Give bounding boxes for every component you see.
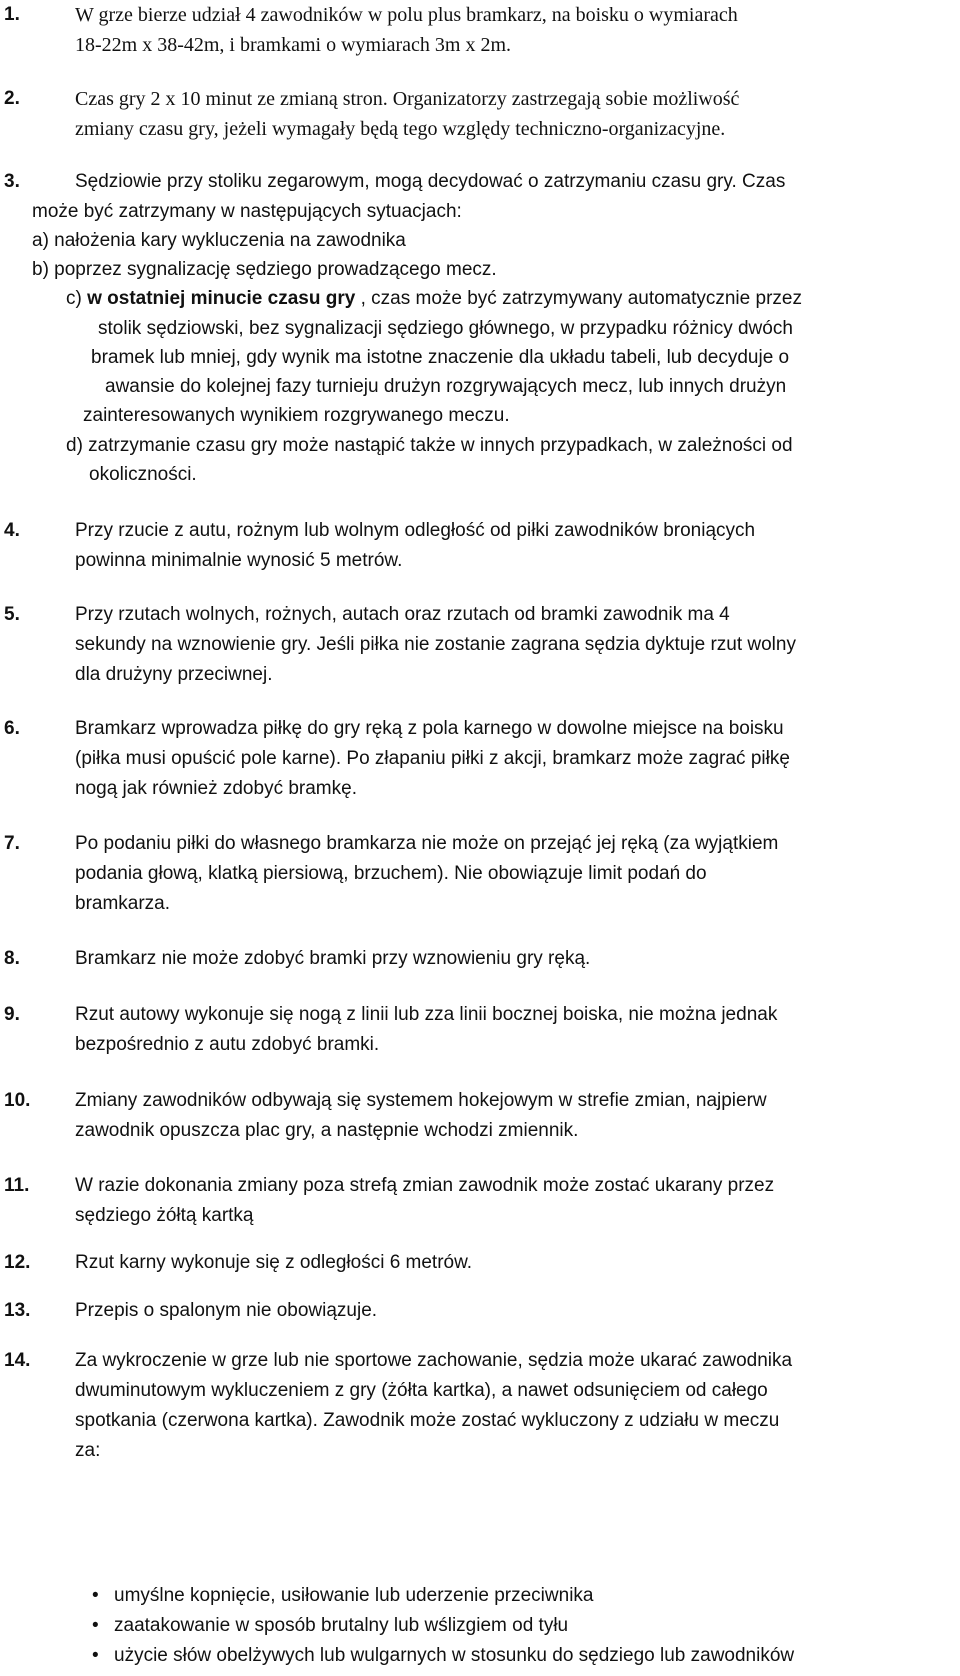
item-number: 3. xyxy=(4,171,20,192)
item-text xyxy=(75,600,952,690)
item3-line: może być zatrzymany w następujących sytuacjach: xyxy=(32,201,462,222)
bullet-text: umyślne kopnięcie, usiłowanie lub uderzenie przeciwnika xyxy=(114,1585,594,1606)
text-line: za: xyxy=(75,1440,101,1461)
text-line: Za wykroczenie w grze lub nie sportowe zachowanie, sędzia może ukarać zawodnika xyxy=(75,1350,793,1371)
text-line: 18-22m x 38-42m, i bramkami o wymiarach 3m x 2m. xyxy=(75,34,512,56)
bullet-icon: • xyxy=(92,1645,99,1666)
bullet-item xyxy=(92,1641,794,1671)
text-line: nogą jak również zdobyć bramkę. xyxy=(75,778,357,799)
item-number: 2. xyxy=(4,88,20,109)
item-text xyxy=(75,1346,952,1466)
item-number: 4. xyxy=(4,520,20,541)
item-text xyxy=(75,167,952,197)
text-line: W razie dokonania zmiany poza strefą zmian zawodnik może zostać ukarany przez xyxy=(75,1175,775,1196)
item-number: 7. xyxy=(4,833,20,854)
text-line: bezpośrednio z autu zdobyć bramki. xyxy=(75,1034,380,1055)
text-line: dwuminutowym wykluczeniem z gry (żółta kartka), a nawet odsunięciem od całego xyxy=(75,1380,768,1401)
item-number: 10. xyxy=(4,1090,31,1111)
item-number: 8. xyxy=(4,948,20,969)
text-line: bramkarza. xyxy=(75,893,171,914)
text-line: Sędziowie przy stoliku zegarowym, mogą decydować o zatrzymaniu czasu gry. Czas xyxy=(75,171,786,192)
item3-c-line: bramek lub mniej, gdy wynik ma istotne znaczenie dla układu tabeli, lub decyduje o xyxy=(91,347,790,368)
item3-c-line: stolik sędziowski, bez sygnalizacji sędziego głównego, w przypadku różnicy dwóch xyxy=(98,318,793,339)
item3-c-line: awansie do kolejnej fazy turnieju drużyn rozgrywających mecz, lub innych drużyn xyxy=(105,376,787,397)
item-number: 9. xyxy=(4,1004,20,1025)
item-text xyxy=(75,1171,952,1231)
text-line: Po podaniu piłki do własnego bramkarza nie może on przejąć jej ręką (za wyjątkiem xyxy=(75,833,779,854)
item-text xyxy=(75,944,952,974)
item-text xyxy=(75,714,952,804)
text-line: W grze bierze udział 4 zawodników w polu plus bramkarz, na boisku o wymiarach xyxy=(75,4,738,26)
text-line: powinna minimalnie wynosić 5 metrów. xyxy=(75,550,403,571)
text-line: podania głową, klatką piersiową, brzuchem). Nie obowiązuje limit podań do xyxy=(75,863,707,884)
text-line: dla drużyny przeciwnej. xyxy=(75,664,273,685)
item3-point-d: d) zatrzymanie czasu gry może nastąpić także w innych przypadkach, w zależności od xyxy=(66,435,793,456)
point-c-label: c) xyxy=(66,288,88,309)
text-line: spotkania (czerwona kartka). Zawodnik może zostać wykluczony z udziału w meczu xyxy=(75,1410,780,1431)
item-text xyxy=(75,0,952,60)
text-line: Rzut autowy wykonuje się nogą z linii lub zza linii bocznej boiska, nie można jednak xyxy=(75,1004,778,1025)
item-number: 14. xyxy=(4,1350,31,1371)
item-number: 1. xyxy=(4,4,20,25)
item3-d-line: okoliczności. xyxy=(89,464,197,485)
text-line: Bramkarz wprowadza piłkę do gry ręką z pola karnego w dowolne miejsce na boisku xyxy=(75,718,784,739)
text-line: sekundy na wznowienie gry. Jeśli piłka nie zostanie zagrana sędzia dyktuje rzut wolny xyxy=(75,634,796,655)
item-text xyxy=(75,829,952,919)
bullet-text: użycie słów obelżywych lub wulgarnych w stosunku do sędziego lub zawodników xyxy=(114,1645,795,1666)
text-line: Czas gry 2 x 10 minut ze zmianą stron. Organizatorzy zastrzegają sobie możliwość xyxy=(75,88,740,110)
text-line: Bramkarz nie może zdobyć bramki przy wznowieniu gry ręką. xyxy=(75,948,591,969)
bullet-item xyxy=(92,1581,593,1611)
bullet-icon: • xyxy=(92,1585,99,1606)
item-text xyxy=(75,516,952,576)
item-number: 6. xyxy=(4,718,20,739)
item-text xyxy=(75,1248,952,1278)
text-line: Rzut karny wykonuje się z odległości 6 metrów. xyxy=(75,1252,473,1273)
item3-point-c xyxy=(66,284,802,314)
item-number: 11. xyxy=(4,1175,30,1196)
item-number: 5. xyxy=(4,604,20,625)
item3-point-b: b) poprzez sygnalizację sędziego prowadzącego mecz. xyxy=(32,259,497,280)
bullet-icon: • xyxy=(92,1615,99,1636)
text-line: sędziego żółtą kartką xyxy=(75,1205,254,1226)
text-line: (piłka musi opuścić pole karne). Po złapaniu piłki z akcji, bramkarz może zagrać piłkę xyxy=(75,748,790,769)
bullet-item xyxy=(92,1611,568,1641)
text-line: Przepis o spalonym nie obowiązuje. xyxy=(75,1300,378,1321)
item-text xyxy=(75,1000,952,1060)
item-text xyxy=(75,1086,952,1146)
point-c-bold: w ostatniej minucie czasu gry xyxy=(87,288,356,309)
text-line: Przy rzucie z autu, rożnym lub wolnym odległość od piłki zawodników broniących xyxy=(75,520,756,541)
item-text xyxy=(75,1296,952,1326)
item-number: 13. xyxy=(4,1300,31,1321)
text-line: Przy rzutach wolnych, rożnych, autach oraz rzutach od bramki zawodnik ma 4 xyxy=(75,604,730,625)
item3-c-line: zainteresowanych wynikiem rozgrywanego meczu. xyxy=(83,405,510,426)
bullet-text: zaatakowanie w sposób brutalny lub wślizgiem od tyłu xyxy=(114,1615,569,1636)
text-line: zmiany czasu gry, jeżeli wymagały będą tego względy techniczno-organizacyjne. xyxy=(75,118,726,140)
point-c-text: , czas może być zatrzymywany automatycznie przez xyxy=(355,288,802,309)
item-text xyxy=(75,84,952,144)
text-line: Zmiany zawodników odbywają się systemem hokejowym w strefie zmian, najpierw xyxy=(75,1090,767,1111)
text-line: zawodnik opuszcza plac gry, a następnie wchodzi zmiennik. xyxy=(75,1120,579,1141)
item-number: 12. xyxy=(4,1252,31,1273)
item3-point-a: a) nałożenia kary wykluczenia na zawodnika xyxy=(32,230,406,251)
